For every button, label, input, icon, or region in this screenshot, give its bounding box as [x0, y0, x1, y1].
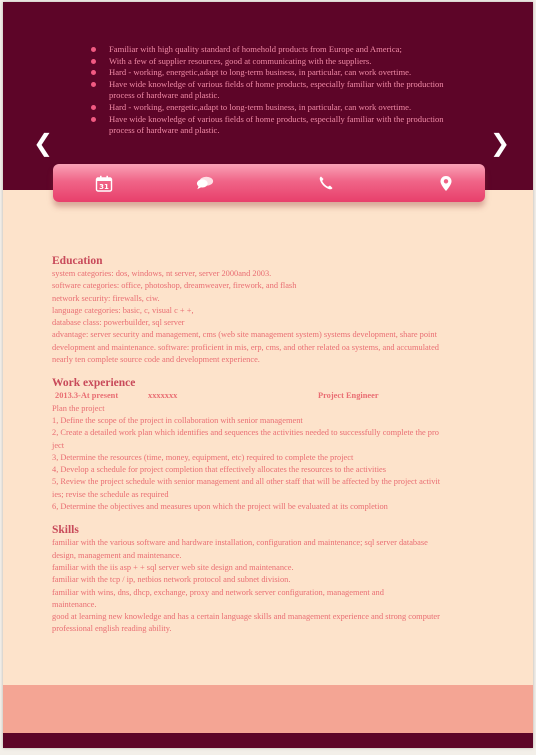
footer-bottom-bar	[3, 733, 533, 748]
work-line: 2, Create a detailed work plan which identifies and sequences the activities needed to successfully complete the pro	[52, 428, 439, 438]
skills-heading: Skills	[52, 524, 79, 537]
skills-section	[52, 523, 508, 635]
skills-line: familiar with the iis asp + + sql server web site design and maintenance.	[52, 562, 294, 572]
highlight-item: Have wide knowledge of various fields of home products, especially familiar with the production process of hardware and plastic.	[89, 79, 469, 102]
highlight-item: Hard - working, energetic,adapt to long-term business, in particular, can work overtime.	[89, 102, 469, 114]
work-line: 4, Develop a schedule for project completion that effectively allocates the resources to the activities	[52, 465, 387, 475]
education-section	[52, 254, 508, 366]
section-spacer	[52, 366, 508, 376]
next-arrow-icon[interactable]: ❯	[490, 129, 511, 157]
highlight-item: With a few of supplier resources, good at communicating with the suppliers.	[89, 56, 469, 68]
resume-page	[3, 2, 533, 748]
location-pin-icon[interactable]	[437, 175, 455, 191]
highlight-item: Have wide knowledge of various fields of home products, especially familiar with the production process of hardware and plastic.	[89, 114, 469, 137]
highlights-list	[89, 44, 469, 137]
skills-line: professional english reading ability.	[52, 624, 172, 634]
work-experience-section	[52, 376, 508, 513]
phone-icon[interactable]	[317, 175, 335, 191]
section-spacer	[52, 513, 508, 523]
calendar-icon[interactable]	[95, 175, 113, 191]
highlight-item: Hard - working, energetic,adapt to long-term business, in particular, can work overtime.	[89, 67, 469, 79]
work-line: 6, Determine the objectives and measures upon which the project will be evaluated at its completion	[52, 502, 388, 512]
education-line: software categories: office, photoshop, dreamweaver, firework, and flash	[52, 281, 297, 291]
work-line: ies; revise the schedule as required	[52, 489, 169, 499]
job-date: 2013.3-At present	[55, 391, 119, 401]
skills-line: design, management and maintenance.	[52, 550, 182, 560]
skills-line: familiar with the various software and hardware installation, configuration and maintenance; sql server database	[52, 538, 428, 548]
education-heading: Education	[52, 255, 103, 267]
education-line: development and maintenance. software: proficient in mis, erp, cms, and other related oa systems, and accumulated	[52, 342, 439, 352]
education-line: advantage: server security and management, cms (web site management system) systems development, share point	[52, 330, 437, 340]
resume-content	[52, 254, 508, 636]
work-line: 1, Define the scope of the project in collaboration with senior management	[52, 415, 303, 425]
education-line: database class: powerbuilder, sql server	[52, 318, 185, 328]
highlight-item: Familiar with high quality standard of homehold products from Europe and America;	[89, 44, 469, 56]
job-role: Project Engineer	[318, 391, 379, 401]
footer-band	[3, 685, 533, 733]
previous-arrow-icon[interactable]: ❮	[33, 129, 54, 157]
hero-banner	[3, 2, 533, 190]
education-line: language categories: basic, c, visual c + +,	[52, 305, 194, 315]
skills-line: familiar with the tcp / ip, netbios network protocol and subnet division.	[52, 575, 291, 585]
job-company: xxxxxxx	[148, 391, 178, 401]
skills-line: familiar with wins, dns, dhcp, exchange, proxy and network server configuration, management and	[52, 587, 384, 597]
work-line: Plan the project	[52, 403, 105, 413]
work-line: 3, Determine the resources (time, money, equipment, etc) required to complete the project	[52, 452, 354, 462]
education-line: network security: firewalls, ciw.	[52, 293, 160, 303]
education-line: system categories: dos, windows, nt server, server 2000and 2003.	[52, 269, 272, 278]
job-header	[52, 390, 508, 402]
work-line: 5, Review the project schedule with senior management and all other staff that will be affected by the project activit	[52, 477, 441, 487]
chat-icon[interactable]	[196, 175, 214, 191]
skills-line: maintenance.	[52, 599, 97, 609]
work-experience-heading: Work experience	[52, 377, 136, 390]
contact-icon-bar	[53, 164, 485, 202]
calendar-date-text: 31	[99, 182, 109, 191]
education-line: nearly ten complete source code and development experience.	[52, 355, 260, 365]
work-line: ject	[52, 440, 65, 450]
skills-line: good at learning new knowledge and has a certain language skills and management experience and strong computer	[52, 612, 440, 622]
